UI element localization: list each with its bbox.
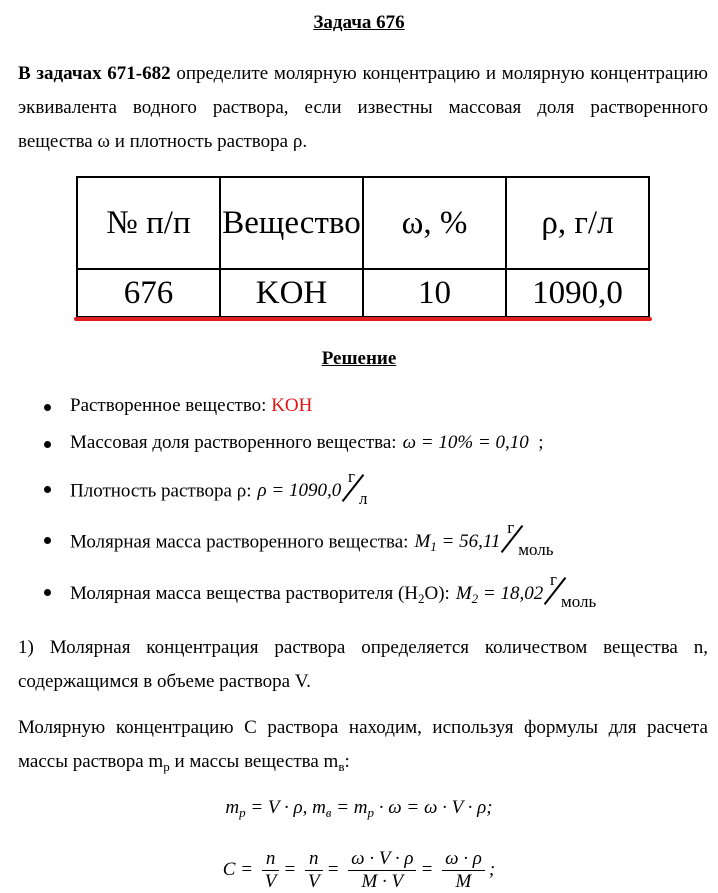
cell-substance: KOH [220,269,363,317]
item-label: Молярная масса вещества растворителя $(H_2O)$: [70,583,450,607]
bullet-dot [44,537,51,544]
item-label: Плотность раствора ρ: [70,480,252,502]
item-formula: ω = 10% = 0,10 [402,432,529,453]
red-underline [74,317,652,321]
list-item [0,395,718,425]
equation-mass: $m_p = V \cdot \rho$, $m_в = m_p \cdot \omega = \omega \cdot V \cdot \rho$; [225,797,493,820]
item-label: Растворенное вещество: [70,395,267,416]
list-item [0,432,718,462]
cell-density: 1090,0 [506,269,649,317]
problem-title: Задача 676 [313,12,405,33]
list-item [0,518,718,559]
equation-concentration: C = $\frac{n}{V}$ = $\frac{n}{V}$ = $\frac{\omega \cdot V \cdot \rho}{M \cdot V}$ = $\frac{\omega \cdot \rho}{M}$ ; [222,848,496,892]
header-omega: ω, % [363,177,506,269]
problem-statement [18,57,708,159]
bullet-dot [44,441,51,448]
list-item [0,467,718,508]
table-header-row [77,177,649,269]
bullet-dot [44,486,51,493]
table-row [77,269,649,317]
header-density: ρ, г/л [506,177,649,269]
header-substance: Вещество [220,177,363,269]
item-label: Массовая доля растворенного вещества: [70,432,397,453]
paragraph-2: Молярную концентрацию С раствора находим, используя формулы для расчета массы раствора $m_р$ и массы вещества $m_в$: [18,717,708,774]
item-formula: $M_2 = 18,02$ [455,583,544,607]
bullet-dot [44,589,51,596]
cell-omega: 10 [363,269,506,317]
unit-fraction: г л [346,477,376,507]
item-end: ; [538,432,544,453]
eq-lhs: C = [222,858,254,880]
fraction: $\frac{\omega \cdot V \cdot \rho}{M \cdot V}$ [348,848,416,893]
header-number: № п/п [77,177,220,269]
cell-number: 676 [77,269,220,317]
bullet-dot [44,404,51,411]
fraction: $\frac{n}{V}$ [305,848,323,893]
unit-fraction: г моль [548,580,578,610]
data-table [76,176,650,318]
fraction: $\frac{n}{V}$ [262,848,280,893]
paragraph-1: 1) Молярная концентрация раствора определяется количеством вещества n, содержащимся в объеме раствора V. [18,637,708,692]
solution-title: Решение [321,348,397,369]
fraction: $\frac{\omega \cdot \rho}{M}$ [442,848,485,893]
statement-text: определите молярную концентрацию и молярную концентрацию эквивалента водного раствора, если известны массовая доля растворенного вещества ω и плотность раствора ρ. [18,63,708,152]
statement-bold: В задачах 671-682 [18,63,171,84]
item-formula: $M_1 = 56,11$ [414,531,501,555]
item-label: Молярная масса растворенного вещества: [70,531,409,553]
item-formula: ρ = 1090,0 [257,480,342,502]
list-item [0,570,718,611]
item-value: KOH [271,395,313,416]
unit-fraction: г моль [505,528,535,558]
